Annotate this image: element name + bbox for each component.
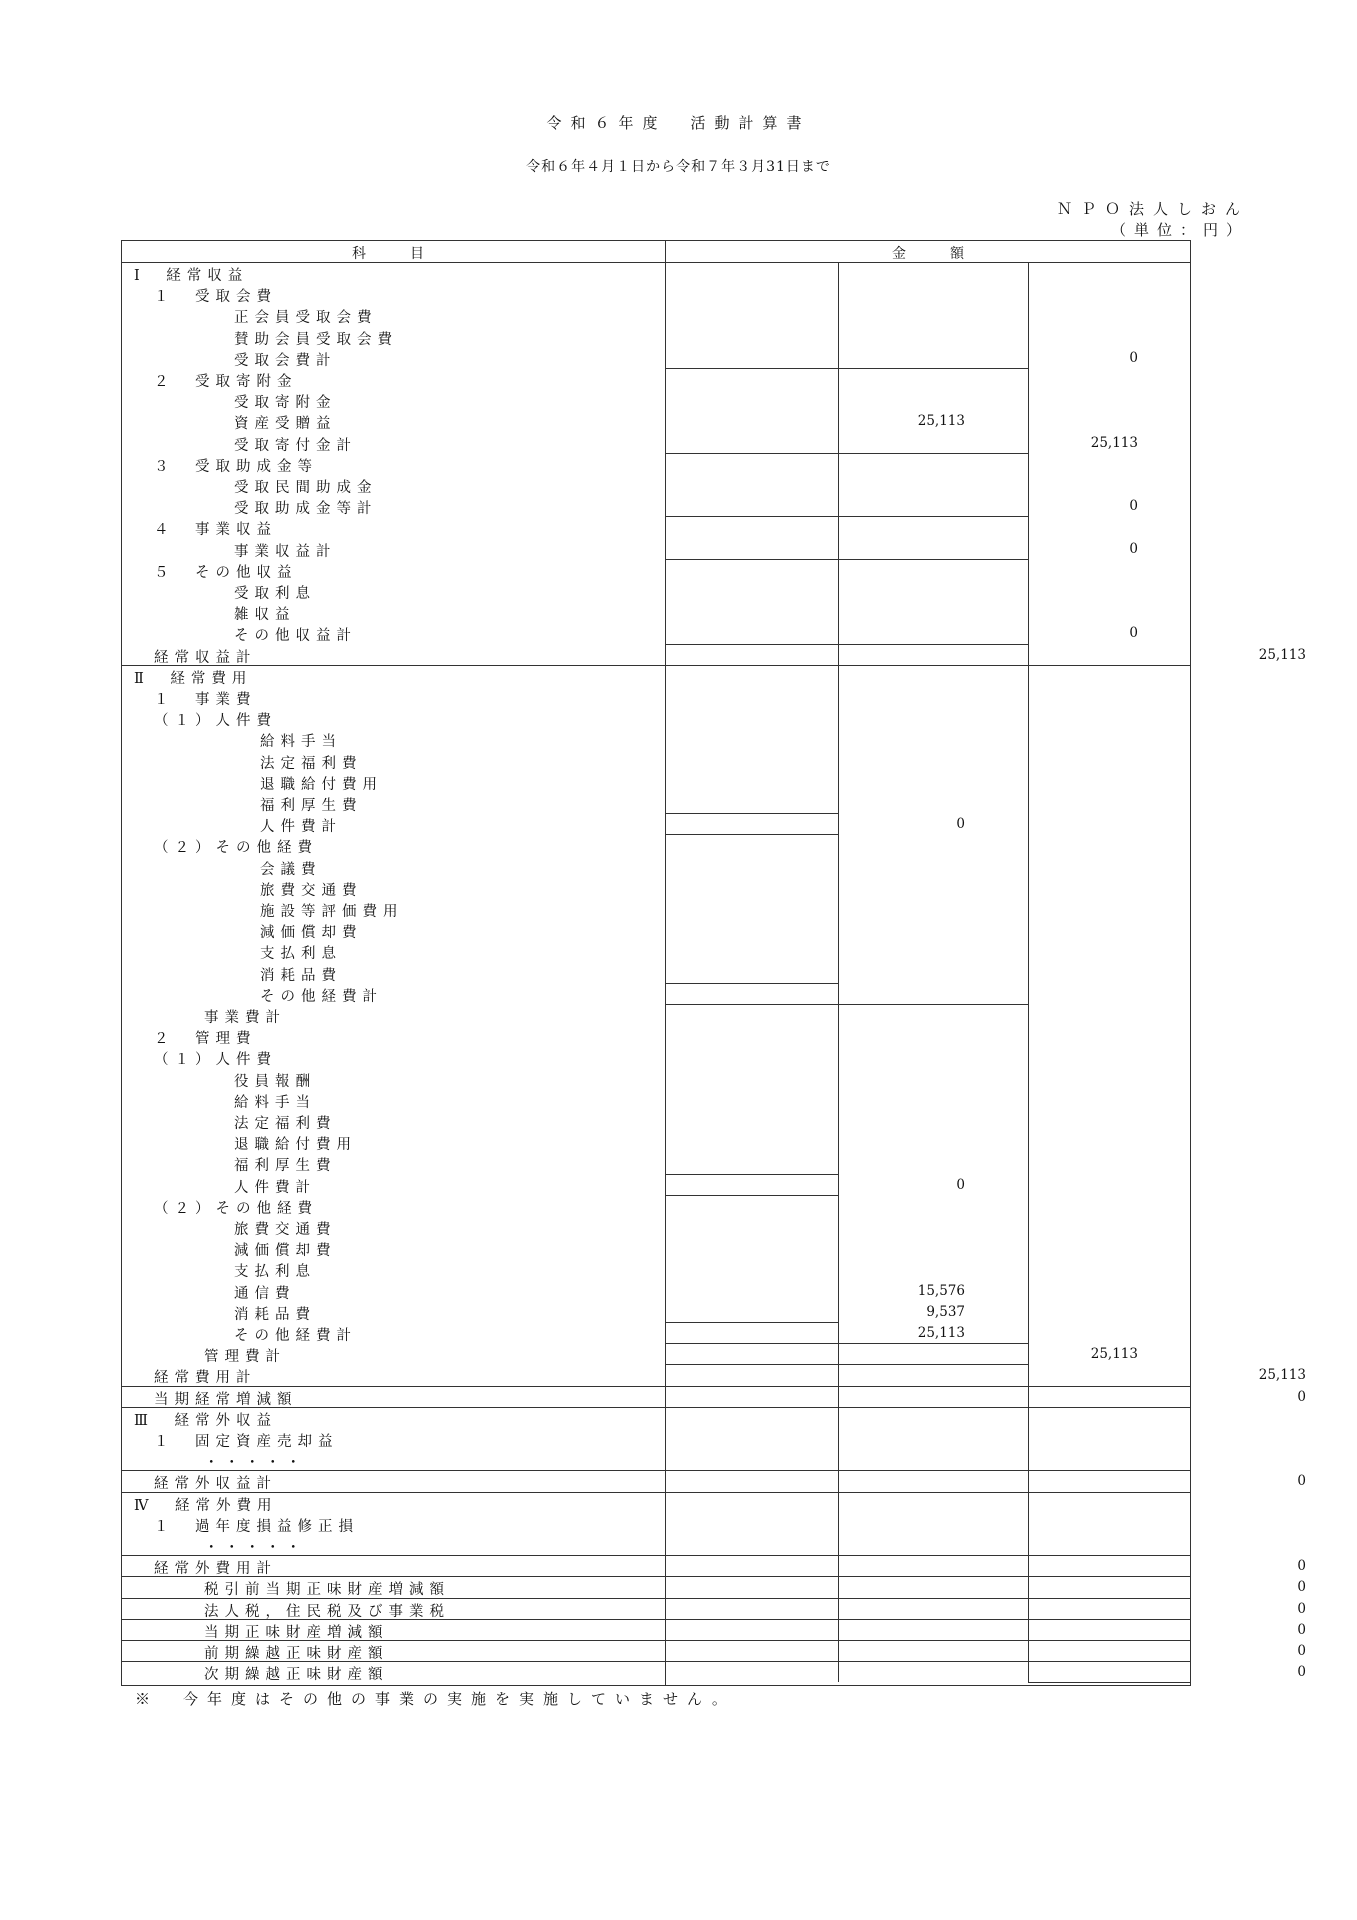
table-row xyxy=(122,771,1190,792)
row-label: （２）その他経費 xyxy=(154,840,318,857)
amount-v2: 0 xyxy=(1129,625,1138,642)
header-amount: 金額 xyxy=(892,246,1008,262)
row-rule xyxy=(122,1640,1190,1641)
table-row xyxy=(122,283,1190,304)
amount-v3: 0 xyxy=(1297,1388,1306,1405)
row-label: 福利厚生費 xyxy=(234,1158,337,1175)
table-row xyxy=(122,813,1190,834)
table-row xyxy=(122,1174,1190,1195)
row-label: ５ その他収益 xyxy=(154,564,298,581)
row-rule xyxy=(122,1598,1190,1599)
row-label: その他経費計 xyxy=(234,1328,357,1344)
amount-v1: 25,113 xyxy=(917,413,965,430)
activity-statement-table xyxy=(121,240,1306,1686)
table-row xyxy=(122,1004,1190,1025)
row-label: 前期繰越正味財産額 xyxy=(204,1646,389,1662)
table-row xyxy=(122,1407,1190,1428)
row-rule xyxy=(665,368,838,369)
table-row xyxy=(122,1513,1190,1534)
table-row xyxy=(122,1386,1306,1408)
table-row xyxy=(122,601,1190,622)
table-row xyxy=(122,940,1190,961)
row-label: Ⅲ 経常外収益 xyxy=(134,1412,277,1429)
amount-v2: 0 xyxy=(1129,349,1138,366)
row-label: 法人税，住民税及び事業税 xyxy=(204,1603,450,1620)
document-title: 令和６年度 活動計算書 xyxy=(546,114,811,132)
row-label: 施設等評価費用 xyxy=(260,904,404,920)
row-label: 正会員受取会費 xyxy=(234,310,378,327)
row-rule xyxy=(122,1470,1190,1471)
row-label: 退職給付費用 xyxy=(260,776,383,793)
table-row xyxy=(122,622,1190,643)
amount-v3: 0 xyxy=(1297,1600,1306,1617)
table-row xyxy=(122,516,1190,537)
row-label: その他収益計 xyxy=(234,628,357,645)
table-row xyxy=(122,665,1190,686)
row-label: 税引前当期正味財産増減額 xyxy=(204,1582,450,1599)
table-row xyxy=(122,326,1190,347)
table-row xyxy=(122,1364,1306,1387)
table-row xyxy=(122,1343,1190,1364)
row-rule xyxy=(665,834,838,835)
row-label: 受取会費計 xyxy=(234,352,337,369)
table-row xyxy=(122,750,1190,771)
row-label: 法定福利費 xyxy=(260,755,363,772)
row-rule xyxy=(838,516,1028,517)
column-divider xyxy=(1028,262,1029,1682)
row-label: １ 過年度損益修正損 xyxy=(154,1518,359,1535)
row-label: 経常費用計 xyxy=(154,1370,257,1387)
row-rule xyxy=(122,665,1190,666)
table-row xyxy=(122,1619,1306,1641)
table-row xyxy=(122,1555,1306,1578)
table-row xyxy=(122,919,1190,940)
row-rule xyxy=(838,559,1028,560)
row-label: 会議費 xyxy=(260,861,322,878)
row-label: 支払利息 xyxy=(234,1264,316,1281)
table-row xyxy=(122,538,1190,559)
table-row xyxy=(122,1046,1190,1067)
row-label: ２ 受取寄附金 xyxy=(154,374,298,390)
row-label: 人件費計 xyxy=(260,819,342,836)
row-label: 受取助成金等計 xyxy=(234,501,378,518)
row-rule xyxy=(665,516,838,517)
row-label: ・・・・・ xyxy=(204,1540,307,1556)
organization-name: ＮＰＯ法人しおん xyxy=(1056,200,1249,218)
table-row xyxy=(122,368,1190,389)
row-rule xyxy=(122,1386,1190,1387)
amount-v2: 25,113 xyxy=(1090,434,1138,451)
table-row xyxy=(122,707,1190,728)
row-label: 経常外費用計 xyxy=(154,1561,277,1578)
row-rule xyxy=(838,644,1028,645)
row-label: 給料手当 xyxy=(234,1094,316,1111)
row-label: 資産受贈益 xyxy=(234,416,337,433)
amount-v1: 9,537 xyxy=(926,1303,965,1320)
row-label: （２）その他経費 xyxy=(154,1200,318,1217)
row-label: 管理費計 xyxy=(204,1349,286,1366)
table-row xyxy=(122,1280,1190,1301)
row-label: 旅費交通費 xyxy=(260,882,363,899)
row-rule xyxy=(665,644,838,645)
row-label: 当期正味財産増減額 xyxy=(204,1624,389,1641)
row-label: 消耗品費 xyxy=(260,967,342,984)
row-label: Ⅳ 経常外費用 xyxy=(134,1497,278,1514)
table-row xyxy=(122,1152,1190,1173)
table-row xyxy=(122,834,1190,855)
table-row xyxy=(122,304,1190,325)
row-rule xyxy=(665,983,838,984)
table-row xyxy=(122,877,1190,898)
row-label: 減価償却費 xyxy=(234,1243,337,1260)
table-row xyxy=(122,1428,1190,1449)
row-rule xyxy=(122,1407,1190,1408)
row-label: 役員報酬 xyxy=(234,1073,316,1090)
amount-v3: 0 xyxy=(1297,1579,1306,1596)
table-row xyxy=(122,728,1190,749)
fiscal-period: 令和６年４月１日から令和７年３月31日まで xyxy=(526,159,831,175)
table-row xyxy=(122,1640,1306,1662)
row-rule xyxy=(122,1555,1190,1556)
table-row xyxy=(122,1301,1190,1322)
row-rule xyxy=(122,1492,1190,1493)
row-rule xyxy=(665,1174,838,1175)
row-label: 法定福利費 xyxy=(234,1116,337,1132)
table-row xyxy=(122,1598,1306,1620)
row-label: （１）人件費 xyxy=(154,713,277,730)
table-row xyxy=(122,962,1190,983)
row-label: 事業収益計 xyxy=(234,543,337,560)
table-row xyxy=(122,262,1190,283)
table-row xyxy=(122,1492,1190,1513)
row-label: 経常収益計 xyxy=(154,649,257,666)
row-rule xyxy=(665,453,838,454)
row-label: １ 事業費 xyxy=(154,692,257,708)
row-label: （１）人件費 xyxy=(154,1052,277,1069)
row-label: ４ 事業収益 xyxy=(154,522,277,539)
row-label: 給料手当 xyxy=(260,734,342,751)
row-label: Ⅱ 経常費用 xyxy=(134,670,253,687)
table-row xyxy=(122,792,1190,813)
row-label: 旅費交通費 xyxy=(234,1222,337,1238)
row-label: 事業費計 xyxy=(204,1010,286,1026)
row-rule xyxy=(665,1364,1028,1365)
row-rule xyxy=(838,453,1028,454)
row-label: 支払利息 xyxy=(260,946,342,963)
row-label: ・・・・・ xyxy=(204,1455,307,1472)
table-row xyxy=(122,983,1190,1004)
table-row xyxy=(122,1216,1190,1237)
amount-v1: 0 xyxy=(956,816,965,833)
table-row xyxy=(122,559,1190,580)
row-label: ３ 受取助成金等 xyxy=(154,458,318,475)
table-row xyxy=(122,1237,1190,1258)
row-label: 人件費計 xyxy=(234,1179,316,1196)
table-row xyxy=(122,1025,1190,1046)
row-label: 受取寄附金 xyxy=(234,395,337,412)
table-row xyxy=(122,1449,1190,1470)
row-label: 賛助会員受取会費 xyxy=(234,331,398,348)
row-label: 通信費 xyxy=(234,1285,296,1302)
row-label: 消耗品費 xyxy=(234,1306,316,1323)
row-rule xyxy=(665,1343,838,1344)
amount-v2: 0 xyxy=(1129,540,1138,557)
row-label: 次期繰越正味財産額 xyxy=(204,1667,389,1684)
amount-v3: 0 xyxy=(1297,1558,1306,1575)
table-row xyxy=(122,1576,1306,1599)
table-row xyxy=(122,347,1190,368)
amount-v3: 0 xyxy=(1297,1664,1306,1681)
table-row xyxy=(122,1089,1190,1110)
table-row xyxy=(122,1534,1190,1555)
amount-v1: 0 xyxy=(956,1176,965,1193)
row-rule xyxy=(838,1343,1028,1344)
amount-v3: 0 xyxy=(1297,1621,1306,1638)
row-rule xyxy=(122,1661,1190,1662)
table-row xyxy=(122,580,1190,601)
row-label: １ 受取会費 xyxy=(154,289,277,306)
table-row xyxy=(122,1258,1190,1279)
table-row xyxy=(122,1110,1190,1131)
row-label: その他経費計 xyxy=(260,988,383,1005)
row-rule xyxy=(838,1004,1028,1005)
row-label: 当期経常増減額 xyxy=(154,1391,298,1408)
row-label: 経常外収益計 xyxy=(154,1476,277,1493)
table-row xyxy=(122,495,1190,516)
table-row xyxy=(122,453,1190,474)
amount-v2: 0 xyxy=(1129,498,1138,515)
footnote: ※ 今年度はその他の事業の実施を実施していません。 xyxy=(135,1690,736,1708)
table-row xyxy=(122,898,1190,919)
row-rule xyxy=(665,813,838,814)
column-divider xyxy=(838,262,839,1682)
table-header xyxy=(122,241,1190,263)
amount-v3: 0 xyxy=(1297,1643,1306,1659)
row-rule xyxy=(665,1195,838,1196)
amount-v3: 25,113 xyxy=(1258,1367,1306,1384)
table-row xyxy=(122,644,1306,666)
table-row xyxy=(122,1068,1190,1089)
row-rule xyxy=(122,1619,1190,1620)
row-label: 受取寄付金計 xyxy=(234,437,357,454)
row-label: 受取民間助成金 xyxy=(234,480,378,496)
amount-v1: 25,113 xyxy=(917,1325,965,1341)
amount-v3: 25,113 xyxy=(1258,646,1306,663)
table-row xyxy=(122,410,1190,431)
table-row xyxy=(122,1322,1190,1343)
table-row xyxy=(122,432,1190,453)
amount-v1: 15,576 xyxy=(917,1282,965,1299)
row-rule xyxy=(665,1004,838,1005)
table-row xyxy=(122,856,1190,877)
row-label: Ⅰ 経常収益 xyxy=(134,268,249,284)
table-row xyxy=(122,474,1190,495)
table-row xyxy=(122,1470,1306,1493)
row-label: 雑収益 xyxy=(234,607,296,624)
table-row xyxy=(122,389,1190,410)
table-row xyxy=(122,686,1190,707)
row-label: １ 固定資産売却益 xyxy=(154,1434,339,1450)
row-label: 減価償却費 xyxy=(260,925,363,942)
row-rule xyxy=(122,1576,1190,1577)
table-row xyxy=(122,1131,1190,1152)
amount-v3: 0 xyxy=(1297,1473,1306,1490)
table-row xyxy=(122,1661,1306,1684)
row-rule xyxy=(1028,1682,1190,1683)
row-rule xyxy=(665,559,838,560)
currency-unit: （単位：円） xyxy=(1110,221,1249,239)
table-row xyxy=(122,1195,1190,1216)
row-label: 退職給付費用 xyxy=(234,1137,357,1154)
amount-v2: 25,113 xyxy=(1090,1346,1138,1363)
row-label: 福利厚生費 xyxy=(260,798,363,814)
row-label: ２ 管理費 xyxy=(154,1031,257,1048)
row-rule xyxy=(665,1322,838,1323)
row-label: 受取利息 xyxy=(234,586,316,602)
header-subject: 科目 xyxy=(352,246,468,262)
row-rule xyxy=(838,368,1028,369)
